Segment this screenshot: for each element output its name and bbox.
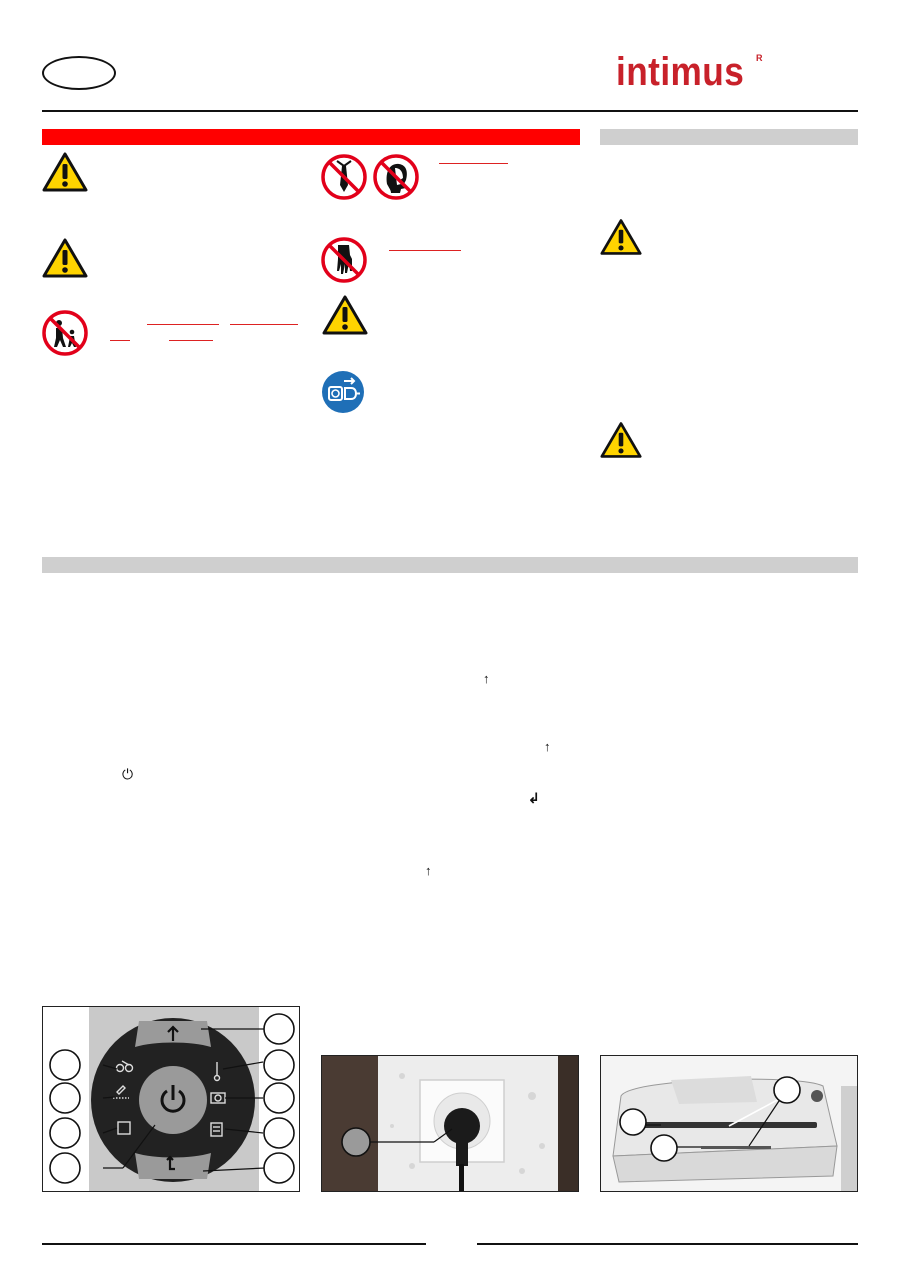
control-panel-figure <box>42 1006 300 1192</box>
registered-mark: R <box>756 53 763 63</box>
callout-circle <box>50 1153 80 1183</box>
callout-circle <box>50 1118 80 1148</box>
warning-triangle-icon <box>600 218 642 256</box>
language-badge <box>42 56 116 90</box>
forward-arrow-symbol: ↑ <box>483 671 490 686</box>
warning-triangle-icon <box>600 421 642 459</box>
callout-circle <box>264 1118 294 1148</box>
reverse-symbol: ↲ <box>528 790 540 806</box>
link-underline <box>439 163 508 164</box>
callout-circle <box>264 1083 294 1113</box>
power-symbol: ⏻ <box>122 766 134 782</box>
callout-circle <box>774 1077 800 1103</box>
warning-triangle-icon <box>42 238 88 278</box>
callout-circle <box>264 1153 294 1183</box>
footer-rule-right <box>477 1243 858 1245</box>
callout-circle <box>651 1135 677 1161</box>
no-tie-icon <box>321 154 367 200</box>
operation-section-bar <box>42 557 858 573</box>
mains-plug-photo <box>322 1056 579 1192</box>
header-rule <box>42 110 858 112</box>
mains-plug-figure <box>321 1055 579 1192</box>
link-underline <box>230 324 298 325</box>
no-long-hair-icon <box>373 154 419 200</box>
warning-triangle-icon <box>322 295 368 335</box>
footer-rule-left <box>42 1243 426 1245</box>
callout-circle <box>50 1050 80 1080</box>
link-underline <box>110 340 130 341</box>
forward-arrow-symbol: ↑ <box>544 739 551 754</box>
link-underline <box>147 324 219 325</box>
shredder-photo <box>601 1056 858 1192</box>
no-children-icon <box>42 310 88 356</box>
callout-circle <box>264 1014 294 1044</box>
callout-circle <box>264 1050 294 1080</box>
unplug-mains-icon <box>320 369 366 415</box>
shredder-figure <box>600 1055 858 1192</box>
link-underline <box>389 250 461 251</box>
no-hand-icon <box>321 237 367 283</box>
warning-triangle-icon <box>42 152 88 192</box>
callout-circle <box>620 1109 646 1135</box>
safety-warning-bar <box>42 129 580 145</box>
forward-arrow-symbol: ↑ <box>425 863 432 878</box>
brand-logo: intimus <box>616 50 745 94</box>
callout-circle <box>50 1083 80 1113</box>
link-underline <box>169 340 213 341</box>
control-panel-photo <box>43 1007 300 1192</box>
right-section-bar <box>600 129 858 145</box>
callout-circle <box>342 1128 370 1156</box>
